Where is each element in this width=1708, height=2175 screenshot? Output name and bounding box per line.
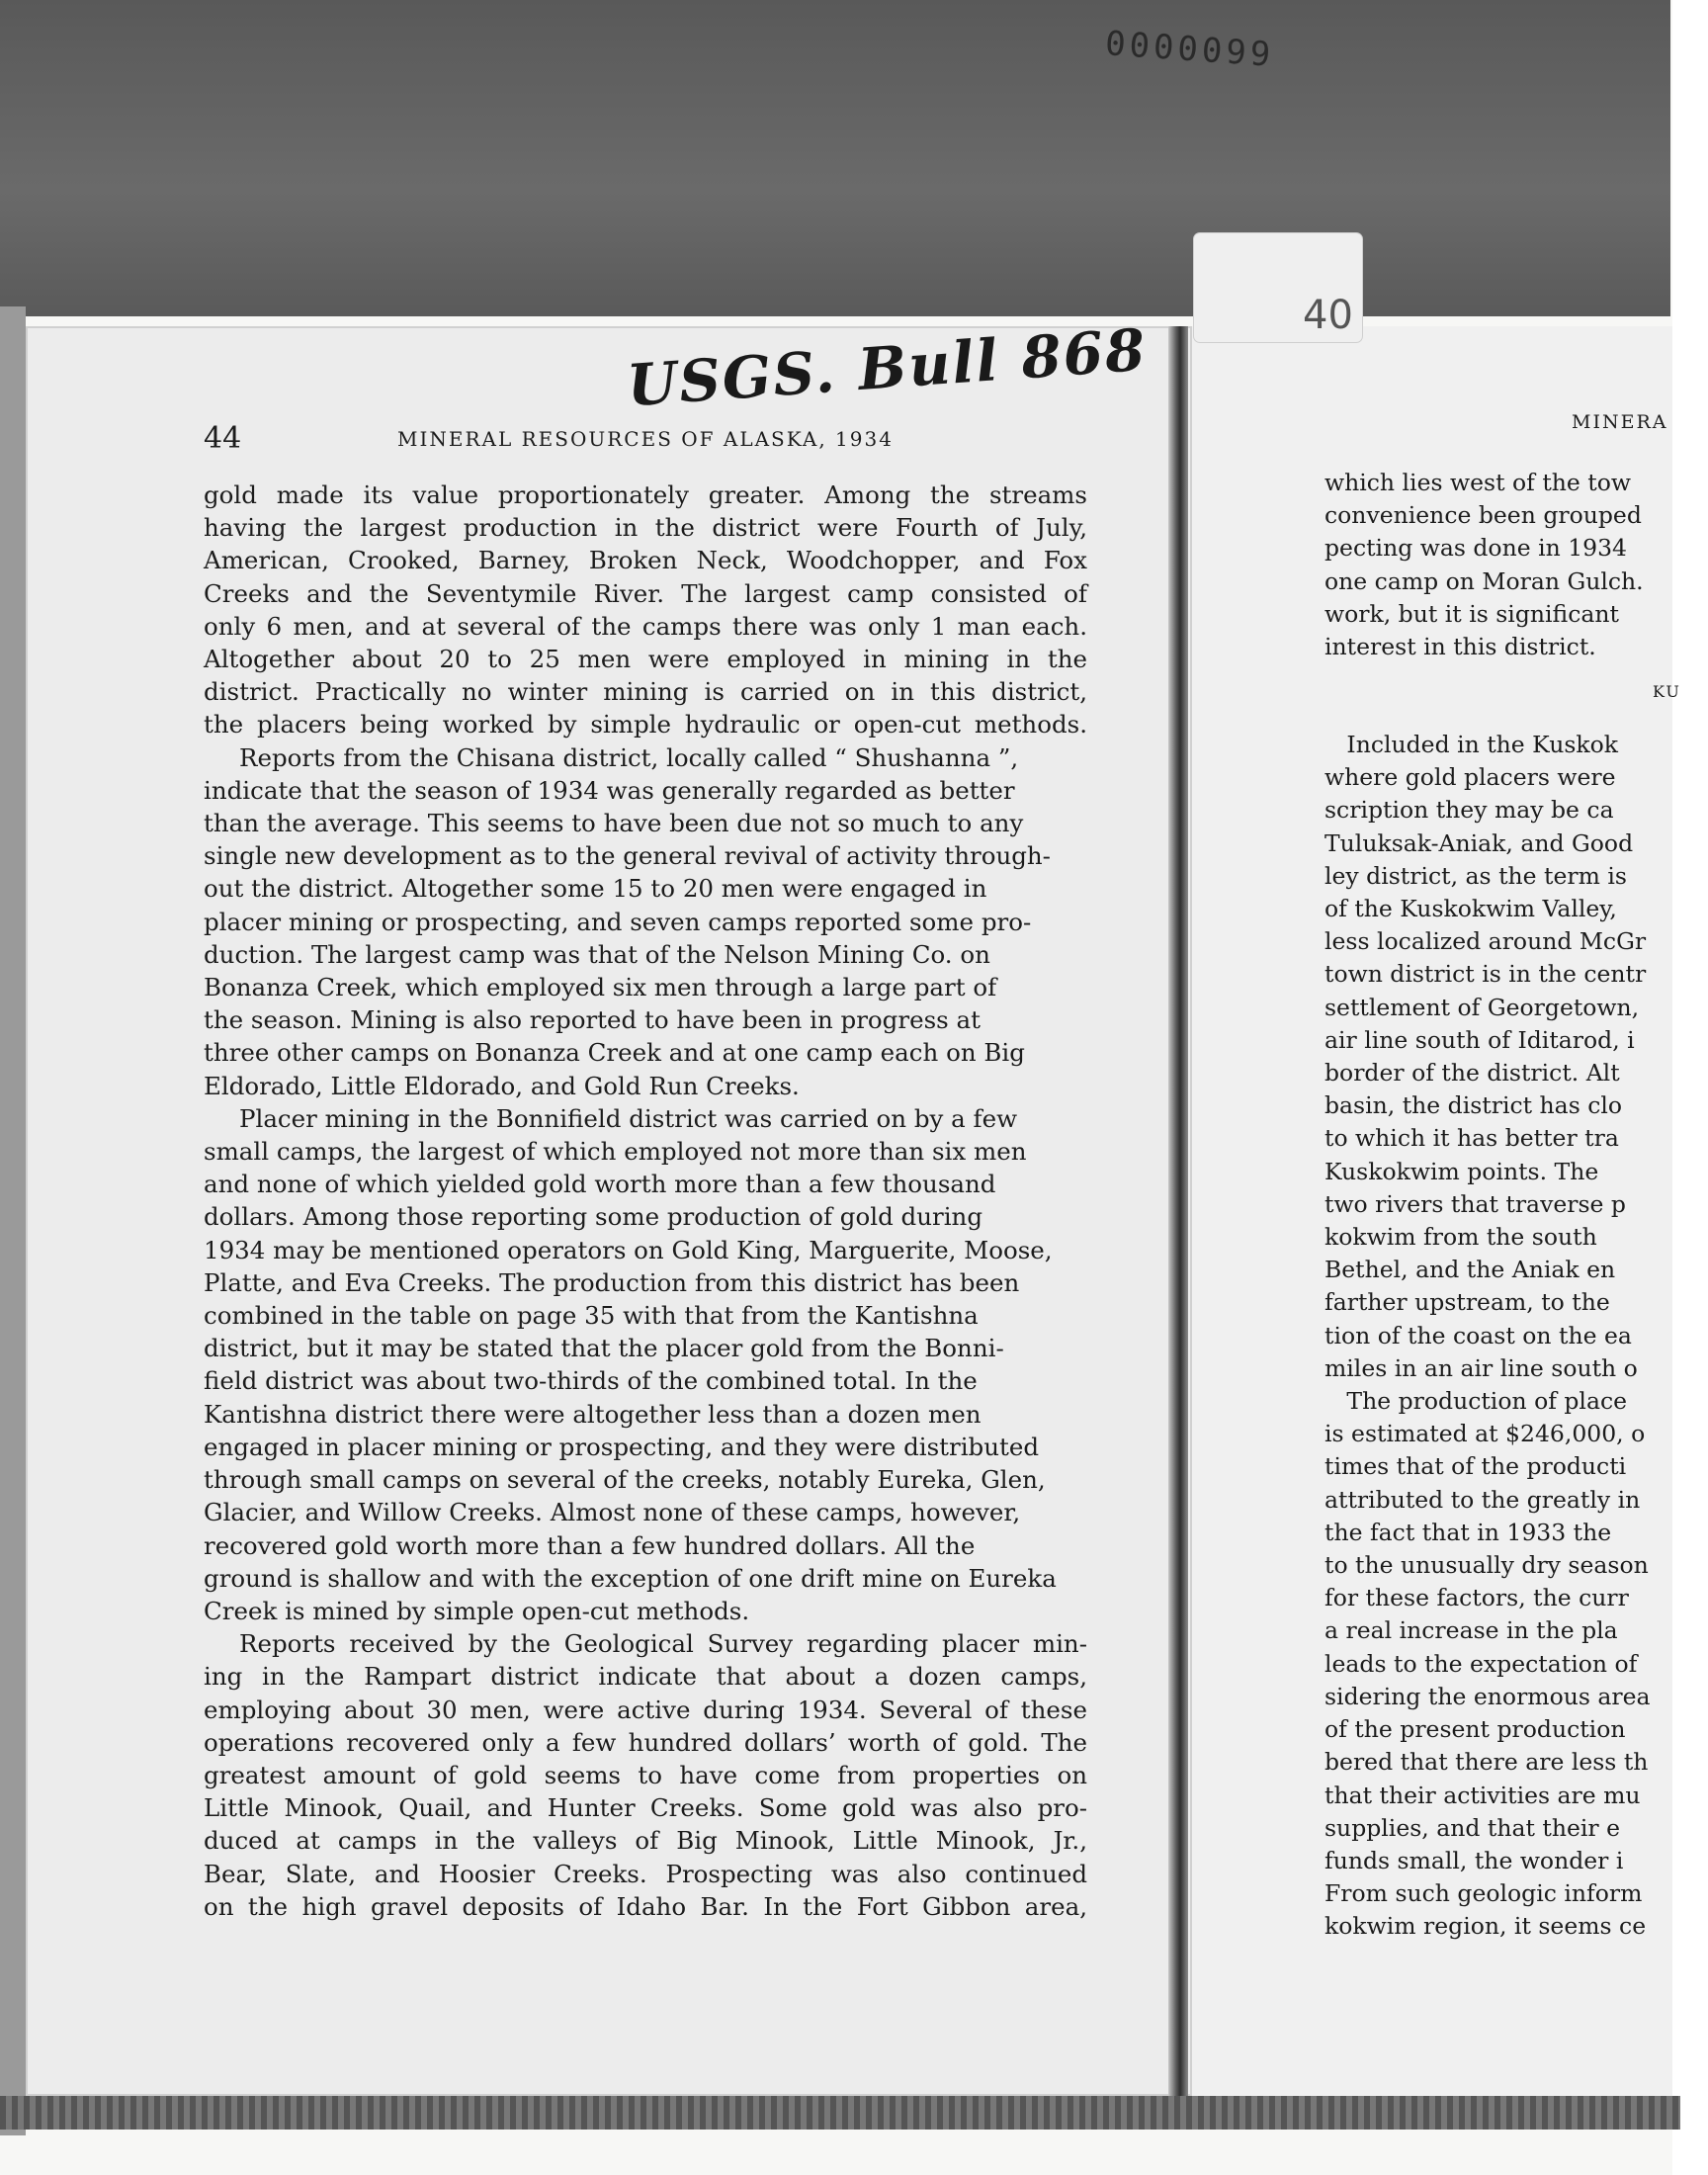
text-line: bered that there are less th: [1324, 1748, 1649, 1777]
text-line: for these factors, the curr: [1324, 1584, 1629, 1612]
text-line: attributed to the greatly in: [1324, 1485, 1641, 1514]
text-line: Tuluksak-Aniak, and Good: [1324, 828, 1634, 857]
text-line: pecting was done in 1934: [1324, 534, 1628, 563]
paragraph: Reports received by the Geological Survey regarding placer min- ing in the Rampart district indicate that about a dozen camps, employing about 30 men, were active during 1934. Several of these operations recovered only a few hundred dollars’ worth of gold. The greatest amount of gold seems to have come from properties on Little Minook, Quail, and Hunter Creeks. Some gold was also pro- duced at camps in the valleys of Big Minook, Little Minook, Jr., Bear, Slate, and Hoosier Creeks. Prospecting was also continued on the high gravel deposits of Idaho Bar. In the Fort Gibbon area,: [204, 1629, 1087, 1921]
text-line: work, but it is significant: [1324, 599, 1619, 628]
text-line: to the unusually dry season: [1324, 1551, 1649, 1580]
text-line: air line south of Iditarod, i: [1324, 1025, 1635, 1054]
text-line: the fact that in 1933 the: [1324, 1518, 1612, 1546]
scan-left-edge: [0, 306, 26, 2135]
text-line: town district is in the centr: [1324, 960, 1647, 989]
page-number: 44: [204, 421, 242, 456]
text-line: border of the district. Alt: [1324, 1059, 1620, 1088]
text-line: of the Kuskokwim Valley,: [1324, 895, 1617, 923]
text-line: ley district, as the term is: [1324, 861, 1627, 890]
text-line: two rivers that traverse p: [1324, 1189, 1626, 1218]
text-line: sidering the enormous area: [1324, 1682, 1651, 1710]
text-line: which lies west of the tow: [1324, 469, 1631, 496]
text-line: supplies, and that their e: [1324, 1813, 1620, 1842]
text-line: Included in the Kuskok: [1324, 731, 1619, 758]
text-line: to which it has better tra: [1324, 1124, 1619, 1153]
left-page-header: [204, 421, 1083, 461]
text-line: Bethel, and the Aniak en: [1324, 1256, 1616, 1284]
text-line: less localized around McGr: [1324, 927, 1647, 956]
text-line: leads to the expectation of: [1324, 1649, 1638, 1678]
text-line: is estimated at $246,000, o: [1324, 1420, 1646, 1448]
text-line: a real increase in the pla: [1324, 1616, 1618, 1645]
text-line: Kuskokwim points. The: [1324, 1157, 1599, 1185]
tab-number: 40: [1303, 293, 1353, 338]
paragraph: Placer mining in the Bonnifield district was carried on by a few small camps, the largest of which employed not more than six men and none of which yielded gold worth more than a few thousand dollars. Among those reporting some production of gold during 1934 may be mentioned operators on Gold King, Marguerite, Moose, Platte, and Eva Creeks. The production from this district has been combined in the table on page 35 with that from the Kantishna district, but it may be stated that the placer gold from the Bonni- field district was about two-thirds of the combined total. In the Kantishna district there were altogether less than a dozen men engaged in placer mining or prospecting, and they were distributed through small camps on several of the creeks, notably Eureka, Glen, Glacier, and Willow Creeks. Almost none of these camps, however, recovered gold worth more than a few hundred dollars. All the ground is shallow and with the exception of one drift mine on Eureka Creek is mined by simple open-cut methods.: [204, 1103, 1057, 1625]
text-line: The production of place: [1324, 1387, 1628, 1416]
scan-background-top: [0, 0, 1670, 316]
text-line: basin, the district has clo: [1324, 1091, 1623, 1120]
text-line: From such geologic inform: [1324, 1879, 1643, 1908]
scan-stamp-number: 0000099: [1103, 24, 1276, 75]
left-page-body: [204, 478, 1087, 1923]
text-line: of the present production: [1324, 1715, 1626, 1744]
right-page-header: MINERA: [1572, 411, 1668, 433]
text-line: interest in this district.: [1324, 633, 1596, 661]
text-line: miles in an air line south o: [1324, 1353, 1638, 1382]
text-line: that their activities are mu: [1324, 1781, 1641, 1809]
text-line: settlement of Georgetown,: [1324, 993, 1640, 1021]
text-line: kokwim region, it seems ce: [1324, 1912, 1647, 1941]
text-line: tion of the coast on the ea: [1324, 1321, 1632, 1349]
right-page-body-main: [1324, 729, 1708, 1944]
text-line: where gold placers were: [1324, 763, 1616, 792]
text-line: one camp on Moran Gulch.: [1324, 566, 1644, 595]
text-line: scription they may be ca: [1324, 796, 1614, 825]
text-line: times that of the producti: [1324, 1452, 1627, 1481]
handwritten-note: USGS. Bull 868: [625, 315, 1150, 420]
text-line: funds small, the wonder i: [1324, 1846, 1624, 1874]
running-head: MINERAL RESOURCES OF ALASKA, 1934: [397, 427, 894, 451]
text-line: kokwim from the south: [1324, 1223, 1597, 1252]
text-line: convenience been grouped: [1324, 501, 1642, 530]
book-binding: [1168, 326, 1188, 2096]
scan-bottom-edge: [0, 2096, 1680, 2130]
paragraph: gold made its value proportionately greater. Among the streams having the largest production in the district were Fourth of July, American, Crooked, Barney, Broken Neck, Woodchopper, and Fox Creeks and the Seventymile River. The largest camp consisted of only 6 men, and at several of the camps there was only 1 man each. Altogether about 20 to 25 men were employed in mining in the district. Practically no winter mining is carried on in this district, the placers being worked by simple hydraulic or open-cut methods.: [204, 480, 1087, 740]
right-page-body-top: [1324, 467, 1708, 663]
paragraph: Reports from the Chisana district, locally called “ Shushanna ”, indicate that the season of 1934 was generally regarded as better than the average. This seems to have been due not so much to any single new development as to the general revival of activity through- out the district. Altogether some 15 to 20 men were engaged in placer mining or prospecting, and seven camps reported some pro- duction. The largest camp was that of the Nelson Mining Co. on Bonanza Creek, which employed six men through a large part of the season. Mining is also reported to have been in progress at three other camps on Bonanza Creek and at one camp each on Big Eldorado, Little Eldorado, and Gold Run Creeks.: [204, 742, 1051, 1100]
text-line: farther upstream, to the: [1324, 1288, 1610, 1317]
section-heading: KU: [1653, 682, 1681, 701]
